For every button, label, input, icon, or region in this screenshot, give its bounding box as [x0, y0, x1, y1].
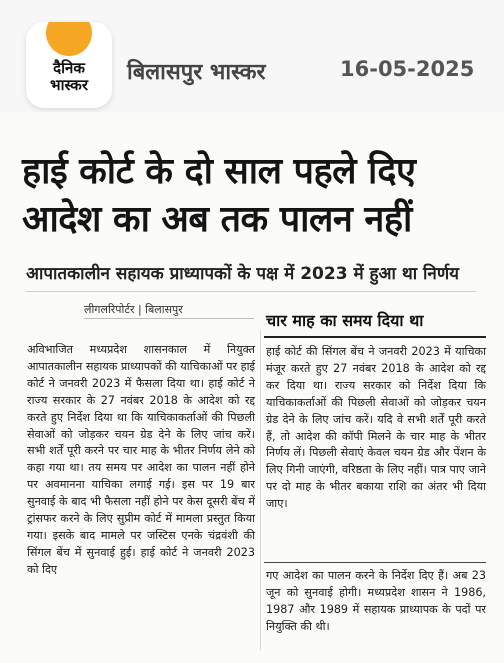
byline: लीगलरिपोर्टर | बिलासपुर — [84, 303, 183, 316]
headline-line-2: आदेश का अब तक पालन नहीं — [22, 199, 412, 240]
article-body-left-column: अविभाजित मध्यप्रदेश शासनकाल में नियुक्त आपातकालीन सहायक प्राध्यापकों की याचिकाओं पर हाई कोर्ट ने जनवरी 2023 में फैसला दिया था। हाई कोर्ट ने राज्य सरकार के 27 नवंबर 2018 के आदेश को रद्द करते हुए निर्देश दिया था कि याचिकाकर्ताओं की पिछली सेवाओं को जोड़कर चयन ग्रेड देने के लिए जांच करें। सभी शर्तें पूरी करने पर चार माह के भीतर निर्णय लेने को कहा गया था। तय समय पर आदेश का पालन नहीं होने पर अवमानना याचिका लगाई गई। इस पर 19 बार सुनवाई के बाद भी फैसला नहीं होने पर केस दूसरी बेंच में ट्रांसफर करने के लिए सुप्रीम कोर्ट में मामला प्रस्तुत किया गया। इसके बाद मामले पर जस्टिस एनके चंद्रवंशी की सिंगल बेंच में सुनवाई हुई। हाई कोर्ट ने जनवरी 2023 को दिए — [27, 343, 255, 576]
box-body-text: हाई कोर्ट की सिंगल बेंच ने जनवरी 2023 में याचिका मंजूर करते हुए 27 नवंबर 2018 के आदेश को रद्द कर दिया था। राज्य सरकार को निर्देश दिया कि याचिकाकर्ताओं की पिछली सेवाओं को जोड़कर चयन ग्रेड देने के लिए जांच करें। यदि वे सभी शर्तें पूरी करते हैं, तो आदेश की कॉपी मिलने के चार माह के भीतर निर्णय लें। पिछली सेवाएं केवल चयन ग्रेड और पेंशन के लिए गिनी जाएंगी, वरिष्ठता के लिए नहीं। पात्र पाए जाने पर दो माह के भीतर बकाया राशि का अंतर भी दिया जाए। — [266, 345, 486, 511]
box-heading-rule — [264, 336, 486, 338]
box-bottom-rule — [264, 562, 486, 563]
sun-logo-icon — [46, 22, 92, 56]
dainik-bhaskar-logo[interactable] — [26, 22, 112, 108]
headline-line-1: हाई कोर्ट के दो साल पहले दिए — [22, 151, 416, 192]
subheadline-divider — [26, 291, 476, 292]
article-body-right-column: गए आदेश का पालन करने के निर्देश दिए हैं। अब 23 जून को सुनवाई होगी। मध्यप्रदेश शासन ने 1986, 1987 और 1989 में सहायक प्राध्यापक के पदों पर नियुक्ति की थी। — [266, 569, 486, 633]
app-header — [0, 0, 504, 112]
edition-date: 16-05-2025 — [340, 57, 475, 81]
logo-text: दैनिक भास्कर — [50, 59, 88, 94]
column-divider — [260, 330, 261, 650]
subheadline: आपातकालीन सहायक प्राध्यापकों के पक्ष में 2023 में हुआ था निर्णय — [26, 264, 460, 284]
box-heading: चार माह का समय दिया था — [266, 311, 424, 330]
byline-divider — [84, 318, 254, 319]
edition-name: बिलासपुर भास्कर — [127, 60, 266, 85]
